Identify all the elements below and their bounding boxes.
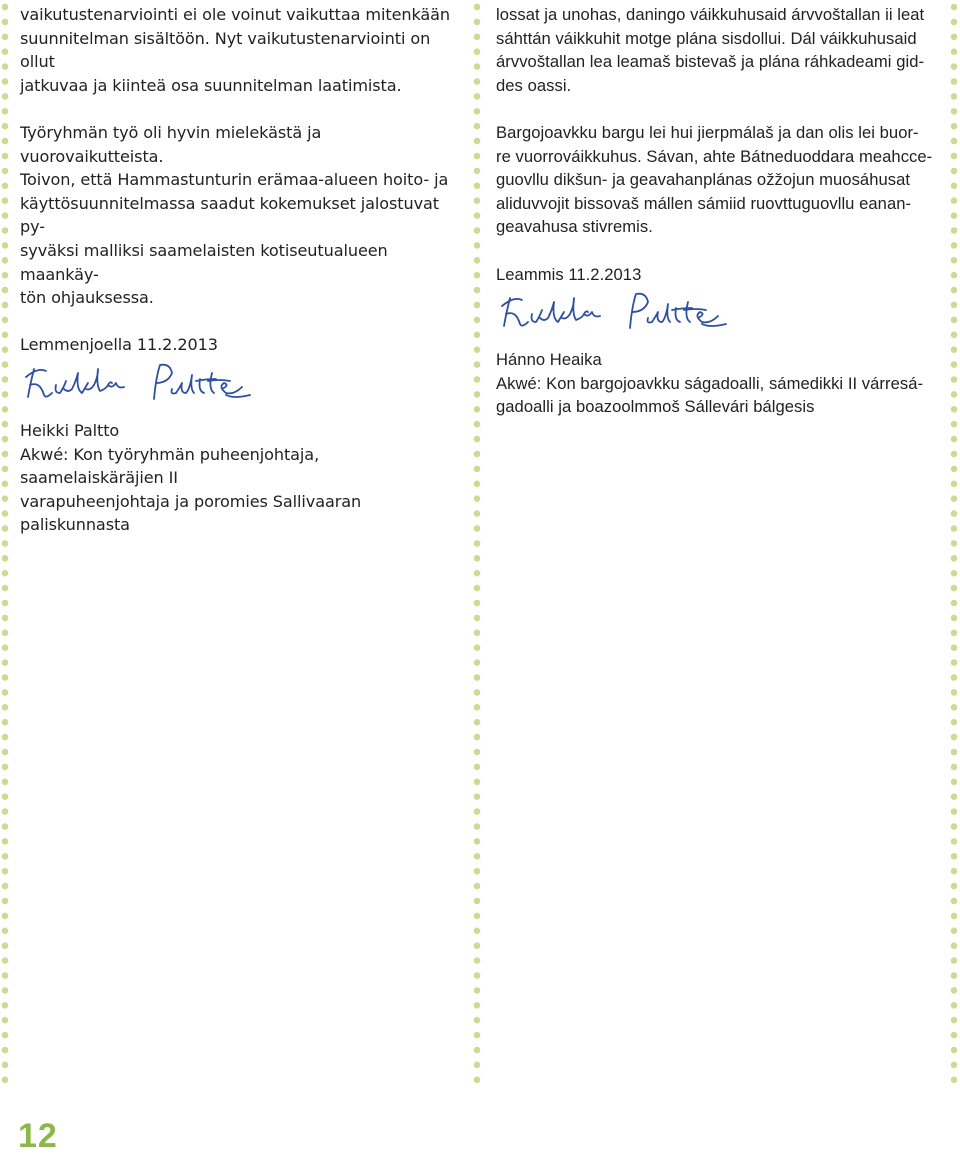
border-dot: [951, 928, 958, 935]
border-dot: [2, 421, 9, 428]
border-dot: [474, 540, 481, 547]
border-dot: [474, 332, 481, 339]
border-dot: [474, 555, 481, 562]
border-dot: [951, 734, 958, 741]
border-dot: [474, 808, 481, 815]
border-dot: [951, 346, 958, 353]
border-dot: [951, 4, 958, 11]
border-dot: [951, 451, 958, 458]
border-dot: [951, 600, 958, 607]
border-dot: [474, 168, 481, 175]
border-dot: [2, 764, 9, 771]
border-dot: [2, 600, 9, 607]
border-dot: [474, 749, 481, 756]
border-dot: [951, 898, 958, 905]
border-dot: [474, 630, 481, 637]
border-dot: [474, 644, 481, 651]
border-dot: [2, 942, 9, 949]
border-dot: [2, 287, 9, 294]
border-dot: [474, 972, 481, 979]
border-dot: [951, 630, 958, 637]
border-dot: [474, 823, 481, 830]
border-dot: [474, 257, 481, 264]
border-dot: [474, 93, 481, 100]
border-dot: [951, 287, 958, 294]
border-dot: [2, 689, 9, 696]
border-dot: [2, 808, 9, 815]
border-dot: [2, 585, 9, 592]
border-dot: [2, 615, 9, 622]
border-dot: [2, 570, 9, 577]
border-dot: [2, 823, 9, 830]
border-dot: [951, 436, 958, 443]
border-dot: [2, 987, 9, 994]
border-dot: [474, 227, 481, 234]
border-dot: [474, 764, 481, 771]
body-paragraph: Työryhmän työ oli hyvin mielekästä ja vuorovaikutteista. Toivon, että Hammastunturin erämaa-alueen hoito- ja käyttösuunnitelmassa saadut kokemukset jalostuvat py- syväksi malliksi saamelaisten kotiseutualueen maankäy- tön ohjauksessa.: [20, 122, 449, 308]
place-date: Lemmenjoella 11.2.2013: [20, 335, 218, 355]
border-dot: [474, 525, 481, 532]
border-dot: [474, 108, 481, 115]
border-dot: [2, 183, 9, 190]
border-dot: [951, 183, 958, 190]
border-dot: [2, 242, 9, 249]
border-dot: [951, 317, 958, 324]
border-dot: [474, 138, 481, 145]
border-dot: [2, 346, 9, 353]
border-dot: [951, 123, 958, 130]
border-dot: [474, 510, 481, 517]
border-dot: [2, 63, 9, 70]
border-dot: [2, 212, 9, 219]
border-dot: [951, 704, 958, 711]
intro-paragraph: lossat ja unohas, daningo váikkuhusaid árvvoštallan ii leat sáhttán váikkuhit motge plána sisdollui. Dál váikkuhusaid árvvoštallan lea leamaš bistevaš ja plána ráhkadeami gid- des oassi.: [496, 5, 925, 95]
border-dot: [474, 287, 481, 294]
border-dot: [474, 302, 481, 309]
border-dot: [474, 391, 481, 398]
border-dot: [951, 1047, 958, 1054]
border-dot: [474, 704, 481, 711]
border-dot: [474, 615, 481, 622]
border-dot: [951, 585, 958, 592]
signer-name: Heikki Paltto: [20, 420, 120, 440]
border-dot: [2, 93, 9, 100]
dotted-border-left: [0, 0, 10, 1090]
border-dot: [2, 555, 9, 562]
border-dot: [2, 227, 9, 234]
border-dot: [951, 495, 958, 502]
border-dot: [2, 644, 9, 651]
border-dot: [474, 272, 481, 279]
border-dot: [951, 838, 958, 845]
border-dot: [474, 1077, 481, 1084]
border-dot: [2, 1032, 9, 1039]
border-dot: [951, 987, 958, 994]
border-dot: [2, 913, 9, 920]
border-dot: [2, 332, 9, 339]
border-dot: [951, 168, 958, 175]
border-dot: [474, 734, 481, 741]
border-dot: [474, 600, 481, 607]
border-dot: [951, 525, 958, 532]
border-dot: [474, 451, 481, 458]
border-dot: [474, 153, 481, 160]
border-dot: [951, 272, 958, 279]
border-dot: [951, 257, 958, 264]
border-dot: [474, 19, 481, 26]
border-dot: [2, 317, 9, 324]
border-dot: [2, 481, 9, 488]
border-dot: [2, 1077, 9, 1084]
border-dot: [474, 123, 481, 130]
border-dot: [474, 570, 481, 577]
border-dot: [951, 406, 958, 413]
border-dot: [474, 1062, 481, 1069]
border-dot: [951, 1062, 958, 1069]
border-dot: [951, 644, 958, 651]
border-dot: [2, 495, 9, 502]
border-dot: [474, 48, 481, 55]
border-dot: [2, 972, 9, 979]
border-dot: [474, 898, 481, 905]
border-dot: [2, 168, 9, 175]
border-dot: [951, 1017, 958, 1024]
border-dot: [951, 153, 958, 160]
border-dot: [2, 466, 9, 473]
border-dot: [2, 868, 9, 875]
border-dot: [951, 227, 958, 234]
left-column-finnish: [20, 3, 460, 537]
border-dot: [2, 525, 9, 532]
border-dot: [474, 674, 481, 681]
border-dot: [2, 48, 9, 55]
border-dot: [951, 63, 958, 70]
page-number: 12: [18, 1117, 58, 1155]
border-dot: [951, 540, 958, 547]
border-dot: [2, 257, 9, 264]
border-dot: [2, 19, 9, 26]
border-dot: [951, 883, 958, 890]
right-column-sami: [496, 3, 946, 419]
border-dot: [951, 376, 958, 383]
border-dot: [2, 436, 9, 443]
border-dot: [474, 406, 481, 413]
border-dot: [474, 361, 481, 368]
border-dot: [474, 689, 481, 696]
border-dot: [2, 34, 9, 41]
border-dot: [2, 898, 9, 905]
handwritten-signature: [20, 359, 260, 411]
border-dot: [951, 674, 958, 681]
border-dot: [474, 183, 481, 190]
border-dot: [951, 808, 958, 815]
border-dot: [474, 481, 481, 488]
border-dot: [951, 302, 958, 309]
border-dot: [2, 749, 9, 756]
handwritten-signature: [496, 288, 736, 340]
border-dot: [474, 242, 481, 249]
border-dot: [2, 451, 9, 458]
border-dot: [951, 510, 958, 517]
border-dot: [951, 570, 958, 577]
border-dot: [474, 317, 481, 324]
border-dot: [951, 972, 958, 979]
border-dot: [474, 913, 481, 920]
border-dot: [951, 868, 958, 875]
border-dot: [2, 883, 9, 890]
border-dot: [474, 4, 481, 11]
signer-title: Akwé: Kon työryhmän puheenjohtaja, saamelaiskäräjien II varapuheenjohtaja ja poromies Sallivaaran paliskunnasta: [20, 444, 362, 535]
border-dot: [474, 942, 481, 949]
border-dot: [474, 436, 481, 443]
border-dot: [951, 913, 958, 920]
border-dot: [951, 93, 958, 100]
border-dot: [951, 793, 958, 800]
border-dot: [2, 1047, 9, 1054]
border-dot: [2, 957, 9, 964]
border-dot: [2, 793, 9, 800]
border-dot: [951, 78, 958, 85]
border-dot: [2, 510, 9, 517]
border-dot: [2, 1062, 9, 1069]
border-dot: [951, 1077, 958, 1084]
border-dot: [2, 376, 9, 383]
border-dot: [474, 466, 481, 473]
border-dot: [2, 719, 9, 726]
border-dot: [951, 853, 958, 860]
border-dot: [2, 540, 9, 547]
border-dot: [951, 421, 958, 428]
border-dot: [951, 749, 958, 756]
border-dot: [474, 868, 481, 875]
border-dot: [2, 391, 9, 398]
border-dot: [474, 987, 481, 994]
border-dot: [474, 957, 481, 964]
border-dot: [474, 928, 481, 935]
border-dot: [474, 1032, 481, 1039]
border-dot: [2, 1002, 9, 1009]
border-dot: [951, 48, 958, 55]
border-dot: [951, 1002, 958, 1009]
border-dot: [474, 346, 481, 353]
border-dot: [951, 942, 958, 949]
border-dot: [2, 153, 9, 160]
border-dot: [474, 78, 481, 85]
border-dot: [951, 361, 958, 368]
border-dot: [951, 242, 958, 249]
border-dot: [951, 779, 958, 786]
border-dot: [951, 659, 958, 666]
border-dot: [951, 957, 958, 964]
border-dot: [474, 1002, 481, 1009]
border-dot: [2, 406, 9, 413]
border-dot: [474, 197, 481, 204]
border-dot: [2, 138, 9, 145]
border-dot: [951, 481, 958, 488]
border-dot: [2, 302, 9, 309]
border-dot: [474, 376, 481, 383]
border-dot: [2, 853, 9, 860]
border-dot: [2, 123, 9, 130]
border-dot: [951, 823, 958, 830]
signer-title: Akwé: Kon bargojoavkku ságadoalli, sámedikki II várresá- gadoalli ja boazoolmmoš Sállevári bálgesis: [496, 373, 924, 417]
border-dot: [2, 78, 9, 85]
border-dot: [951, 555, 958, 562]
border-dot: [474, 719, 481, 726]
border-dot: [2, 361, 9, 368]
border-dot: [474, 63, 481, 70]
border-dot: [2, 659, 9, 666]
dotted-divider-center: [472, 0, 482, 1090]
border-dot: [474, 659, 481, 666]
border-dot: [951, 689, 958, 696]
border-dot: [2, 4, 9, 11]
border-dot: [474, 421, 481, 428]
border-dot: [474, 853, 481, 860]
border-dot: [474, 34, 481, 41]
border-dot: [2, 630, 9, 637]
border-dot: [2, 734, 9, 741]
border-dot: [474, 793, 481, 800]
border-dot: [951, 19, 958, 26]
border-dot: [951, 197, 958, 204]
border-dot: [474, 1047, 481, 1054]
border-dot: [951, 719, 958, 726]
border-dot: [951, 34, 958, 41]
border-dot: [474, 883, 481, 890]
place-date: Leammis 11.2.2013: [496, 264, 642, 284]
border-dot: [474, 838, 481, 845]
border-dot: [2, 108, 9, 115]
border-dot: [951, 212, 958, 219]
intro-paragraph: vaikutustenarviointi ei ole voinut vaikuttaa mitenkään suunnitelman sisältöön. Nyt vaikutustenarviointi on ollut jatkuvaa ja kiinteä osa suunnitelman laatimista.: [20, 5, 451, 95]
border-dot: [2, 779, 9, 786]
border-dot: [2, 272, 9, 279]
border-dot: [474, 585, 481, 592]
dotted-border-right: [949, 0, 959, 1090]
border-dot: [474, 495, 481, 502]
border-dot: [951, 138, 958, 145]
signer-name: Hánno Heaika: [496, 350, 602, 370]
border-dot: [2, 838, 9, 845]
border-dot: [2, 928, 9, 935]
border-dot: [951, 108, 958, 115]
border-dot: [474, 212, 481, 219]
border-dot: [2, 704, 9, 711]
body-paragraph: Bargojoavkku bargu lei hui jierpmálaš ja dan olis lei buor- re vuorrováikkuhus. Sávan, ahte Bátneduoddara meahcce- guovllu dikšun- ja geavahanplánas ožžojun muosáhusat aliduvvojit bissovaš mállen sámiid ruovttuguovllu eanan- geavahusa stivremis.: [496, 122, 933, 237]
border-dot: [951, 391, 958, 398]
border-dot: [2, 197, 9, 204]
border-dot: [951, 332, 958, 339]
border-dot: [2, 674, 9, 681]
border-dot: [951, 466, 958, 473]
border-dot: [474, 1017, 481, 1024]
border-dot: [474, 779, 481, 786]
border-dot: [2, 1017, 9, 1024]
border-dot: [951, 764, 958, 771]
border-dot: [951, 1032, 958, 1039]
border-dot: [951, 615, 958, 622]
